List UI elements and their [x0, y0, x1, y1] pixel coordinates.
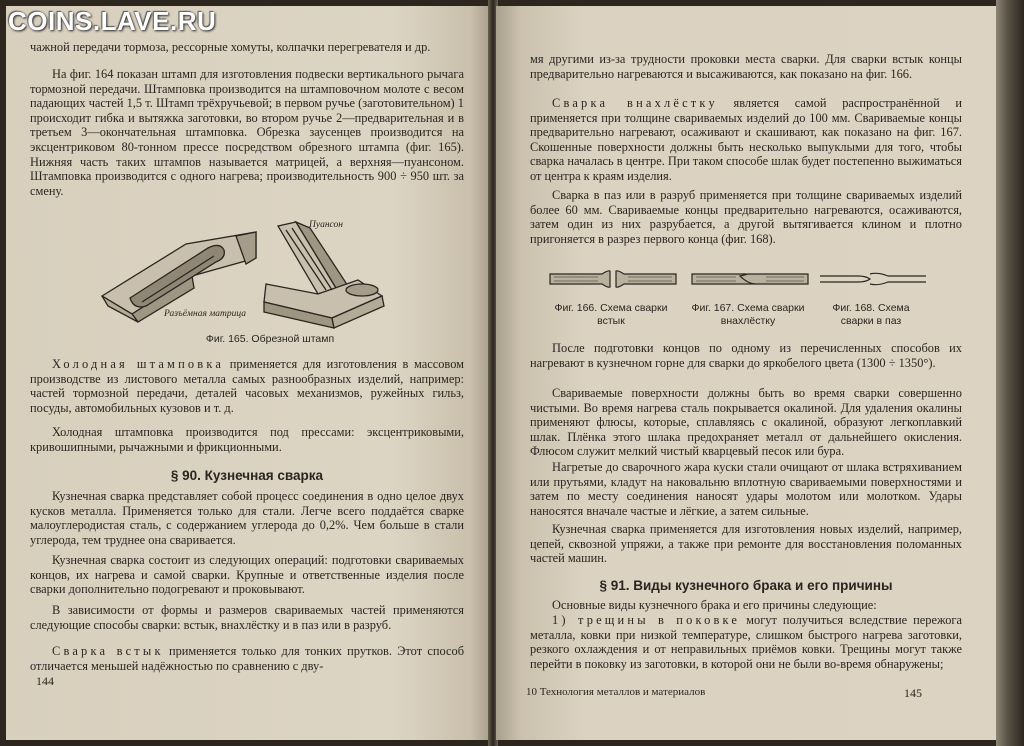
- left-page-number: 144: [36, 674, 54, 688]
- fig165-label-die: Разъёмная матрица: [164, 309, 247, 319]
- fig168-caption: Фиг. 168. Схема сварки в паз: [832, 302, 910, 327]
- defect1-term: 1) трещины в поковке: [552, 613, 741, 627]
- section-90-heading: § 90. Кузнечная сварка: [170, 468, 324, 483]
- left-butt-weld-para: [30, 644, 464, 673]
- defect1-text: могут получиться вследствие пережога металла, ковки при низкой температуре, слишком быстрого нагрева заготовки, резкого охлаждения и от неправильных приёмов ковки. Трещины могут также перейти в поковку из заготовки, в которой они не были во-время обнаружены;: [530, 613, 962, 671]
- butt-weld-term: Сварка встык: [52, 644, 164, 658]
- fig168-illustration: [818, 268, 928, 290]
- left-cold-stamping-para2: Холодная штамповка производится под прессами: эксцентриковыми, кривошипными, рычажными и фрикционными.: [30, 425, 464, 454]
- fig167-caption: Фиг. 167. Схема сварки внахлёстку: [691, 302, 805, 327]
- right-page-number: 145: [904, 686, 922, 700]
- fig167-illustration: [690, 268, 810, 290]
- cold-stamping-text: применяется для изготовления в массовом производстве из листового металла самых разнообразных изделий, например: частей тормозной передачи, деталей часовых механизмов, ружейных гильз, посуды, автомобильных кузовов и т. д.: [30, 357, 464, 415]
- right-heating-para: После подготовки концов по одному из перечисленных способов их нагревают в кузнечном горне для сварки до яркобелого цвета (1300 ÷ 1350°).: [530, 341, 962, 370]
- fig165-caption: Фиг. 165. Обрезной штамп: [205, 333, 335, 345]
- right-striking-para: Нагретые до сварочного жара куски стали очищают от шлака встряхиванием или прутьями, кладут на наковальню вплотную свариваемыми поверхностями и затем по месту соединения наносят удары молотом или молотком. Удары наносятся вначале частые и лёгкие, а затем сильные.: [530, 460, 962, 518]
- right-page: [496, 6, 996, 740]
- right-footer-title: 10 Технология металлов и материалов: [526, 686, 706, 698]
- left-weld-para1: Кузнечная сварка представляет собой процесс соединения в одно целое двух кусков металла. Применяется только для стали. Легче всего поддаётся сварке малоуглеродистая сталь, с содержанием углерода до 0,2%. Чем больше в стали углерода, тем труднее она сваривается.: [30, 489, 464, 547]
- lap-weld-term: Сварка внахлёстку: [552, 96, 718, 110]
- left-cold-stamping-para: [30, 357, 464, 415]
- fig166-illustration: [548, 268, 678, 290]
- page-edge-strip: [996, 0, 1024, 746]
- left-weld-para2: Кузнечная сварка состоит из следующих операций: подготовки свариваемых концов, их нагрева и самой сварки. Крупные и ответственные изделия после сварки дополнительно подогревают и проковывают.: [30, 553, 464, 597]
- right-lap-weld-para: [530, 96, 962, 184]
- butt-weld-text: применяется только для тонких прутков. Этот способ отличается меньшей надёжностью по сравнению с дву-: [30, 644, 464, 673]
- section-91-heading: § 91. Виды кузнечного брака и его причины: [599, 578, 893, 593]
- watermark-logo: COINS.LAVE.RU: [8, 6, 217, 36]
- cold-stamping-term: Холодная штамповка: [52, 357, 225, 371]
- right-usage-para: Кузнечная сварка применяется для изготовления новых изделий, например, цепей, сквозной упряжи, а также при ремонте для восстановления поломанных частей машин.: [530, 522, 962, 566]
- fig166-caption: Фиг. 166. Схема сварки встык: [554, 302, 668, 327]
- fig165-label-punch: Пуансон: [309, 220, 343, 230]
- left-para-fig164: На фиг. 164 показан штамп для изготовления подвески вертикального рычага тормозной передачи. Штамповка производится на штамповочном молоте с весом падающих частей 1,5 т. Штамп трёхручьевой; в первом ручье (заготовительном) 1 происходит гибка и вытяжка заготовки, во втором ручье 2—предварительная и в третьем 3—окончательная штамповка. Обрезка заусенцев производится на эксцентриковом 80-тонном прессе посредством обрезного штампа (фиг. 165). Нижняя часть таких штампов называется матрицей, а верхняя—пуансоном. Штамповка производится с одного нагрева; производительность 900 ÷ 950 шт. за смену.: [30, 67, 464, 198]
- right-groove-weld-para: Сварка в паз или в разруб применяется при толщине свариваемых изделий более 60 мм. Свариваемые концы предварительно нагреваются, осаживаются, затем один из них разрубается, а другой вытягивается клином и плотно пригоняется в разрез первого конца (фиг. 168).: [530, 188, 962, 246]
- right-para-top: мя другими из-за трудности проковки места сварки. Для сварки встык концы предварительно нагреваются и высаживаются, как показано на фиг. 166.: [530, 52, 962, 81]
- right-defects-intro: Основные виды кузнечного брака и его причины следующие:: [552, 598, 877, 612]
- left-para-top: чажной передачи тормоза, рессорные хомуты, колпачки перегревателя и др.: [30, 40, 431, 54]
- right-cleaning-para: Свариваемые поверхности должны быть во время сварки совершенно чистыми. Во время нагрева сталь покрывается окалиной. Для удаления окалины применяют флюсы, которые, сплавляясь с окалиной, образуют легкоплавкий шлак. Плёнка этого шлака предохраняет металл от дальнейшего окисления. Флюсом служит мелкий чистый кварцевый песок или бура.: [530, 386, 962, 459]
- left-page: [6, 6, 490, 740]
- lap-weld-text: является самой распространённой и применяется при толщине свариваемых изделий до 100 мм. Свариваемые концы предварительно нагревают, осаживают и скашивают, как показано на фиг. 167. Скошенные поверхности должны быть несколько выпуклыми для того, чтобы сварка началась в центре. При таком способе шлак будет постепенно выжиматься от центра к краям изделия.: [530, 96, 962, 183]
- right-defect1-para: [530, 613, 962, 671]
- left-weld-para3: В зависимости от формы и размеров свариваемых частей применяются следующие способы сварки: встык, внахлёстку и в паз или в разруб.: [30, 603, 464, 632]
